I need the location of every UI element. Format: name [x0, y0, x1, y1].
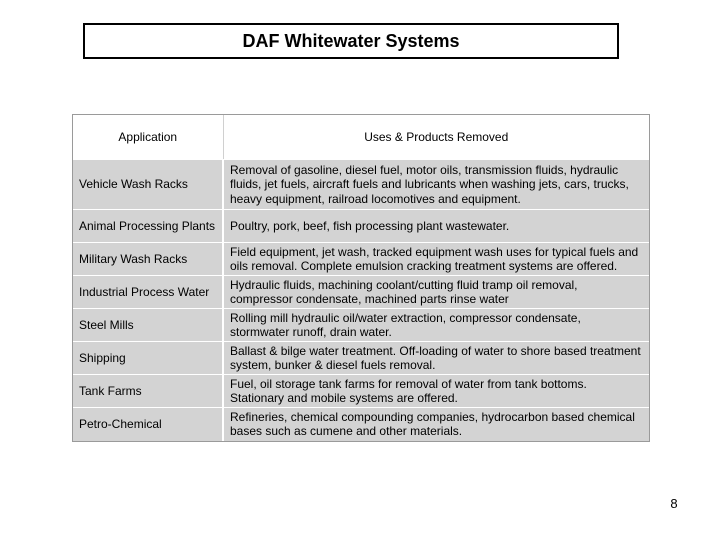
application-cell: Industrial Process Water	[73, 276, 223, 309]
table-header-row	[73, 115, 649, 160]
application-cell: Military Wash Racks	[73, 243, 223, 276]
table-row	[73, 342, 649, 375]
uses-cell: Poultry, pork, beef, fish processing plant wastewater.	[223, 210, 649, 243]
applications-table	[72, 114, 650, 442]
uses-cell: Hydraulic fluids, machining coolant/cutting fluid tramp oil removal, compressor condensate, machined parts rinse water	[223, 276, 649, 309]
title-box	[83, 23, 619, 59]
application-cell: Vehicle Wash Racks	[73, 160, 223, 210]
page-title: DAF Whitewater Systems	[242, 30, 460, 51]
table-row	[73, 210, 649, 243]
uses-cell: Rolling mill hydraulic oil/water extraction, compressor condensate, stormwater runoff, drain water.	[223, 309, 649, 342]
column-header-uses: Uses & Products Removed	[223, 115, 649, 160]
uses-cell: Refineries, chemical compounding companies, hydrocarbon based chemical bases such as cumene and other materials.	[223, 408, 649, 441]
table-row	[73, 276, 649, 309]
table-row	[73, 309, 649, 342]
uses-cell: Field equipment, jet wash, tracked equipment wash uses for typical fuels and oils removal. Complete emulsion cracking treatment systems are offered.	[223, 243, 649, 276]
application-cell: Shipping	[73, 342, 223, 375]
table-row	[73, 243, 649, 276]
application-cell: Animal Processing Plants	[73, 210, 223, 243]
table-row	[73, 408, 649, 441]
application-cell: Tank Farms	[73, 375, 223, 408]
uses-cell: Fuel, oil storage tank farms for removal of water from tank bottoms. Stationary and mobile systems are offered.	[223, 375, 649, 408]
uses-cell: Removal of gasoline, diesel fuel, motor oils, transmission fluids, hydraulic fluids, jet fuels, aircraft fuels and lubricants when washing jets, cars, trucks, heavy equipment, railroad locomotives and equipment.	[223, 160, 649, 210]
page-number: 8	[670, 496, 678, 511]
application-cell: Petro-Chemical	[73, 408, 223, 441]
table-row	[73, 375, 649, 408]
table-row	[73, 160, 649, 210]
application-cell: Steel Mills	[73, 309, 223, 342]
column-header-application: Application	[73, 115, 223, 160]
uses-cell: Ballast & bilge water treatment. Off-loading of water to shore based treatment system, bunker & diesel fuels removal.	[223, 342, 649, 375]
